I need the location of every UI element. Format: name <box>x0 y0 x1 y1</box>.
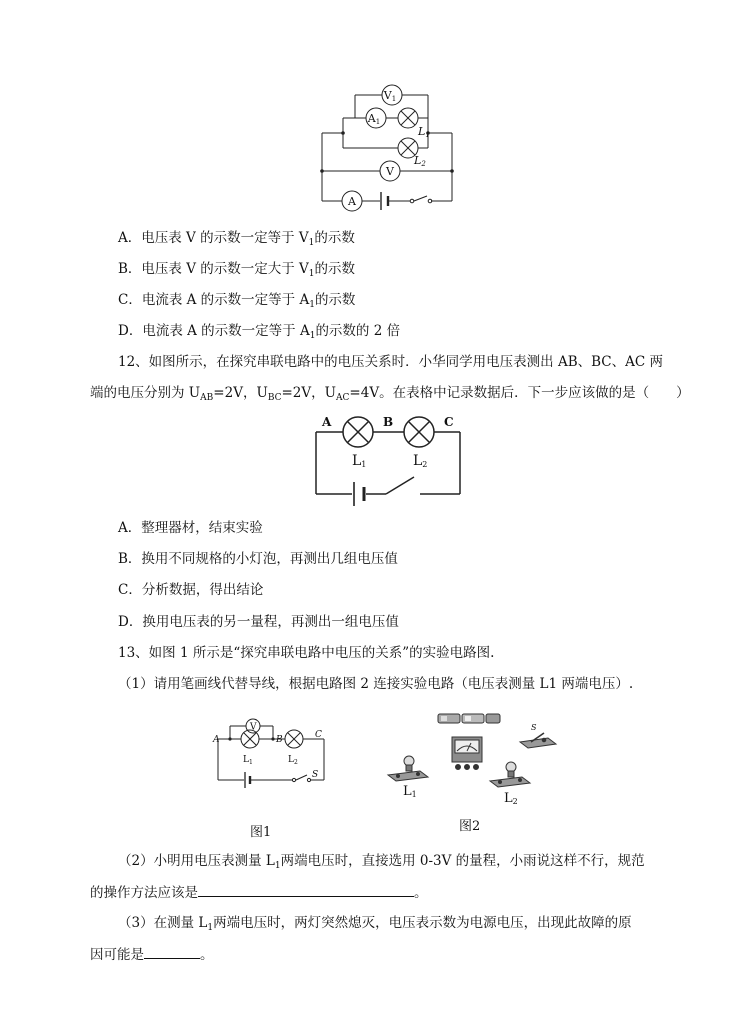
fig1-point-b: B <box>276 735 283 745</box>
fig1-caption: 图1 <box>250 825 272 840</box>
fig1-switch-label: S <box>312 770 319 780</box>
q13-part3-answer-blank[interactable] <box>144 946 200 959</box>
fig1-l1-label: $L_1$ <box>243 755 253 766</box>
q13-part3-line1: （3）在测量 $L_1$两端电压时，两灯突然熄灭，电压表示数为电源电压，出现此故障的原 <box>118 915 632 933</box>
lamp-l2-icon <box>490 762 530 787</box>
q12-option-c: C．分析数据，得出结论 <box>118 582 264 598</box>
q12-stem-line2: 端的电压分别为 $U_{AB}=2V$，$U_{BC}=2V$，$U_{AC}=4V$。在表格中记录数据后．下一步应该做的是（ ） <box>90 385 690 403</box>
fig1-point-c: C <box>315 730 322 740</box>
a-label: A <box>348 195 356 208</box>
l1-label: L1 <box>418 125 430 139</box>
q12-point-c: C <box>444 415 454 429</box>
q11-option-b: B．电压表 V 的示数一定大于 $V_1$的示数 <box>118 261 356 279</box>
q12-option-b: B．换用不同规格的小灯泡，再测出几组电压值 <box>118 551 398 567</box>
fig2-switch-label: S <box>531 723 537 732</box>
q11-option-a: A．电压表 V 的示数一定等于 $V_1$的示数 <box>118 230 355 248</box>
q13-part1: （1）请用笔画线代替导线，根据电路图 2 连接实验电路（电压表测量 L1 两端电压）. <box>118 676 634 692</box>
v1-label: V1 <box>383 89 397 103</box>
fig1-l2-label: $L_2$ <box>288 755 298 766</box>
battery-icon <box>438 714 500 723</box>
q12-option-a: A．整理器材，结束实验 <box>118 520 263 536</box>
q11-option-d: D．电流表 A 的示数一定等于 $A_1$的示数的 2 倍 <box>118 323 401 341</box>
l2-label: L2 <box>414 154 426 168</box>
q13-part2-answer-blank[interactable] <box>198 884 414 897</box>
fig2-l1-label: L1 <box>403 784 417 799</box>
q12-point-a: A <box>322 415 332 429</box>
q12-l1-label: L1 <box>352 453 367 469</box>
q11-option-c: C．电流表 A 的示数一定等于 $A_1$的示数 <box>118 292 356 310</box>
lamp-l1-icon <box>388 756 428 781</box>
q12-point-b: B <box>383 415 394 429</box>
q13-title: 13、如图 1 所示是“探究串联电路中电压的关系”的实验电路图. <box>118 645 495 661</box>
q13-part3-line2: 因可能是 。 <box>90 947 214 963</box>
q12-l2-label: L2 <box>413 453 428 469</box>
a1-label: A1 <box>367 112 381 126</box>
q12-stem-line1: 12、如图所示，在探究串联电路中的电压关系时．小华同学用电压表测出 AB、BC、AC 两 <box>118 354 664 370</box>
switch-icon <box>520 723 556 748</box>
fig1-point-a: A <box>213 735 220 745</box>
voltmeter-icon <box>452 737 482 770</box>
q13-part2-line2: 的操作方法应该是 。 <box>90 885 428 901</box>
fig1-v-label: V <box>250 722 257 733</box>
q12-option-d: D．换用电压表的另一量程，再测出一组电压值 <box>118 614 399 630</box>
fig2-l2-label: L2 <box>504 791 518 806</box>
q13-part2-line1: （2）小明用电压表测量 $L_1$两端电压时，直接选用 0-3V 的量程，小雨说这样不行，规范 <box>118 853 645 871</box>
fig2-caption: 图2 <box>459 819 481 834</box>
v-label: V <box>386 165 394 178</box>
